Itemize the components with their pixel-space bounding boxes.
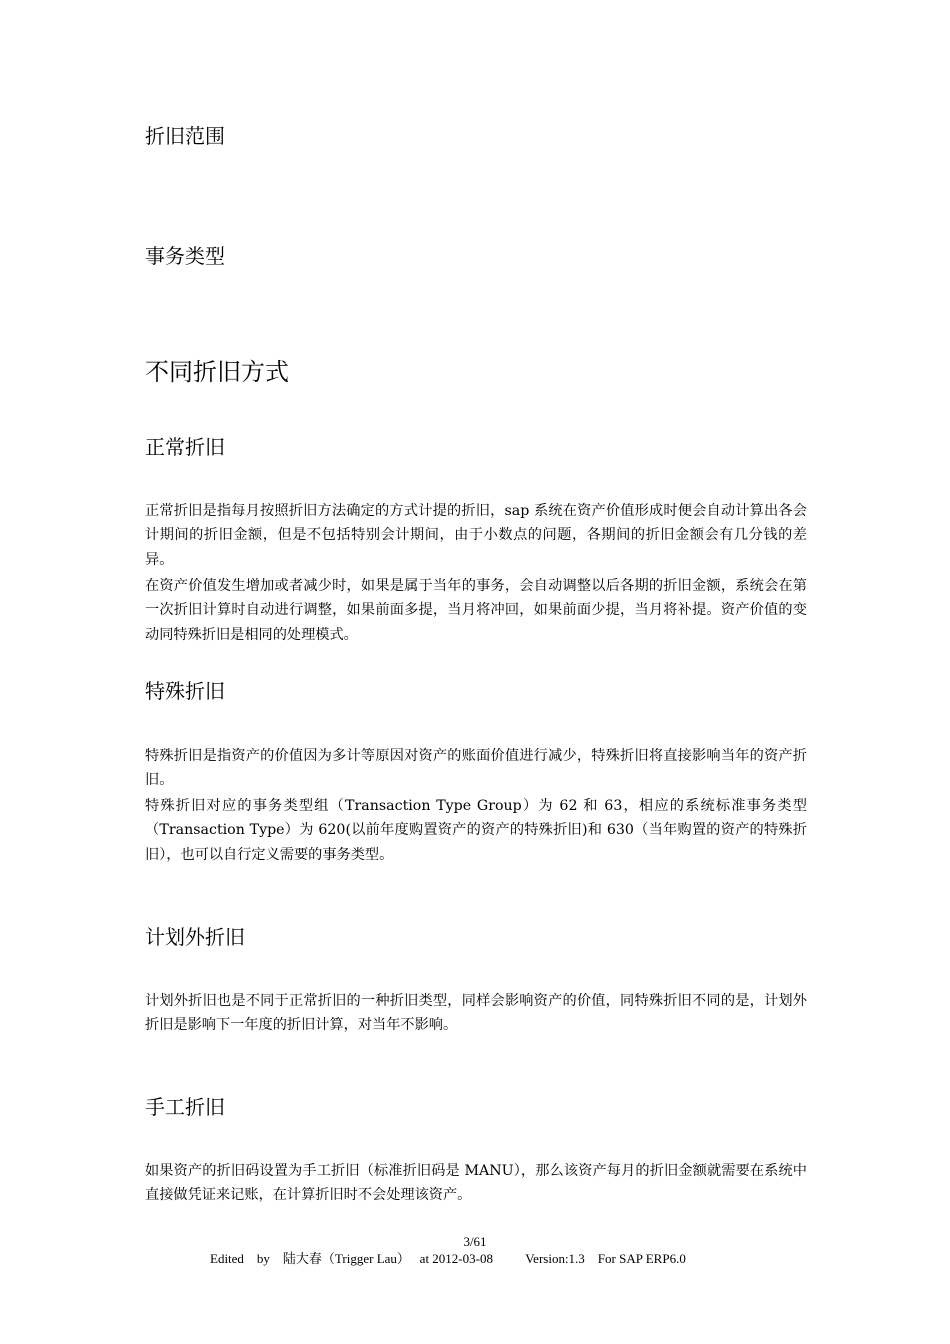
heading-depreciation-area: 折旧范围 xyxy=(145,124,225,148)
paragraph-normal-2: 在资产价值发生增加或者减少时，如果是属于当年的事务，会自动调整以后各期的折旧金额，系统会在第一次折旧计算时自动进行调整，如果前面多提，当月将冲回，如果前面少提，当月将补提。资产价值的变动同特殊折旧是相同的处理模式。 xyxy=(145,578,807,643)
heading-normal-depreciation: 正常折旧 xyxy=(145,435,225,459)
heading-special-depreciation: 特殊折旧 xyxy=(145,679,225,703)
heading-manual-depreciation: 手工折旧 xyxy=(145,1095,225,1119)
heading-transaction-type: 事务类型 xyxy=(145,244,225,268)
paragraph-normal-1: 正常折旧是指每月按照折旧方法确定的方式计提的折旧，sap 系统在资产价值形成时便会自动计算出各会计期间的折旧金额，但是不包括特别会计期间，由于小数点的问题，各期间的折旧金额会有几分钱的差异。 xyxy=(145,503,807,568)
heading-unplanned-depreciation: 计划外折旧 xyxy=(145,925,245,949)
paragraph-unplanned-1: 计划外折旧也是不同于正常折旧的一种折旧类型，同样会影响资产的价值，同特殊折旧不同的是，计划外折旧是影响下一年度的折旧计算，对当年不影响。 xyxy=(145,993,807,1034)
paragraph-special-1: 特殊折旧是指资产的价值因为多计等原因对资产的账面价值进行减少，特殊折旧将直接影响当年的资产折旧。 xyxy=(145,748,807,789)
heading-depreciation-methods: 不同折旧方式 xyxy=(145,358,289,386)
paragraph-special-2: 特殊折旧对应的事务类型组（Transaction Type Group）为 62 和 63，相应的系统标准事务类型（Transaction Type）为 620(以前年度购置资产的资产的特殊折旧)和 630（当年购置的资产的特殊折旧），也可以自行定义需要的事务类型。 xyxy=(145,798,807,863)
footer-edited-line: Edited by 陆大春（Trigger Lau） at 2012-03-08 Version:1.3 For SAP ERP6.0 xyxy=(210,1251,686,1266)
page-number: 3/61 xyxy=(463,1234,487,1249)
paragraph-manual-1: 如果资产的折旧码设置为手工折旧（标准折旧码是 MANU），那么该资产每月的折旧金额就需要在系统中直接做凭证来记账，在计算折旧时不会处理该资产。 xyxy=(145,1163,807,1204)
